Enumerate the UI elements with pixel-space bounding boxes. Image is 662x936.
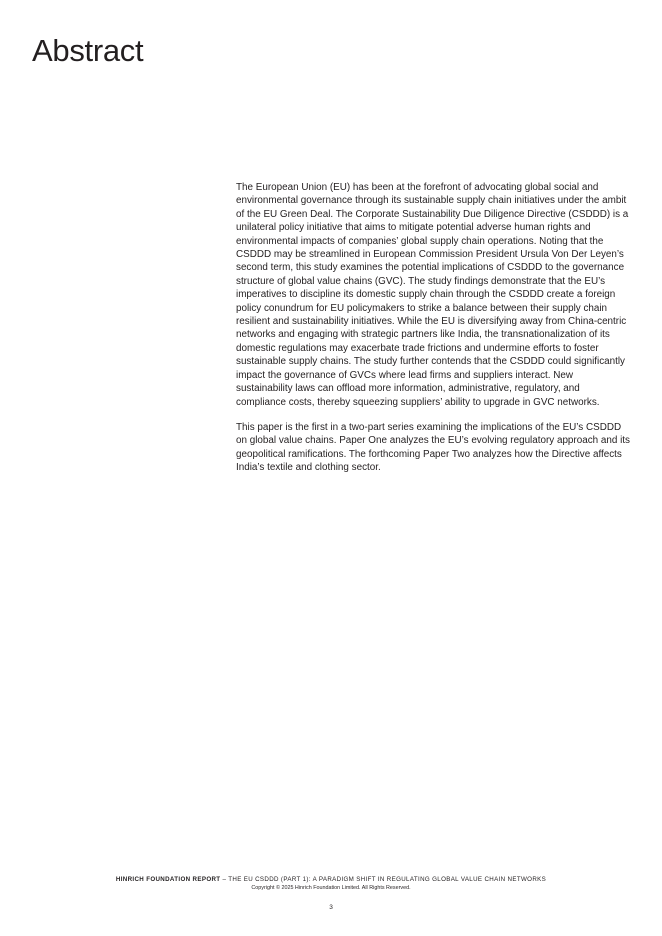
abstract-paragraph: This paper is the first in a two-part series examining the implications of the EU’s CSDDD on global value chains. Paper One analyzes the EU’s evolving regulatory approach and its geopolitical ramifications. The forthcoming Paper Two analyzes how the Directive affects India’s textile and clothing sector. <box>236 421 630 474</box>
footer-report-title: – THE EU CSDDD (PART 1): A PARADIGM SHIFT IN REGULATING GLOBAL VALUE CHAIN NETWORKS <box>220 876 547 883</box>
page-footer <box>0 875 662 892</box>
abstract-paragraph: The European Union (EU) has been at the forefront of advocating global social and environmental governance through its sustainable supply chain initiatives under the ambit of the EU Green Deal. The Corporate Sustainability Due Diligence Directive (CSDDD) is a unilateral policy initiative that aims to mitigate potential adverse human rights and environmental impacts of companies’ global supply chain operations. Noting that the CSDDD may be streamlined in European Commission President Ursula Von Der Leyen’s second term, this study examines the potential implications of CSDDD to the governance structure of global value chains (GVC). The study findings demonstrate that the EU’s imperatives to discipline its domestic supply chain through the CSDDD create a foreign policy conundrum for EU policymakers to strike a balance between their supply chain resilient and sustainability initiatives. While the EU is diversifying away from China-centric networks and engaging with strategic partners like India, the transnationalization of its domestic regulations may exacerbate trade frictions and undermine efforts to foster sustainable supply chains. The study further contends that the CSDDD could significantly impact the governance of GVCs where lead firms and suppliers interact. New sustainability laws can offload more information, administrative, regulatory, and compliance costs, thereby squeezing suppliers’ ability to upgrade in GVC networks. <box>236 182 629 408</box>
footer-report-label: HINRICH FOUNDATION REPORT <box>115 876 221 883</box>
page-title: Abstract <box>32 33 144 68</box>
abstract-body <box>236 181 630 487</box>
footer-copyright: Copyright © 2025 Hinrich Foundation Limited. All Rights Reserved. <box>251 885 411 891</box>
page-number: 3 <box>329 904 333 911</box>
footer-report-line <box>0 875 662 884</box>
